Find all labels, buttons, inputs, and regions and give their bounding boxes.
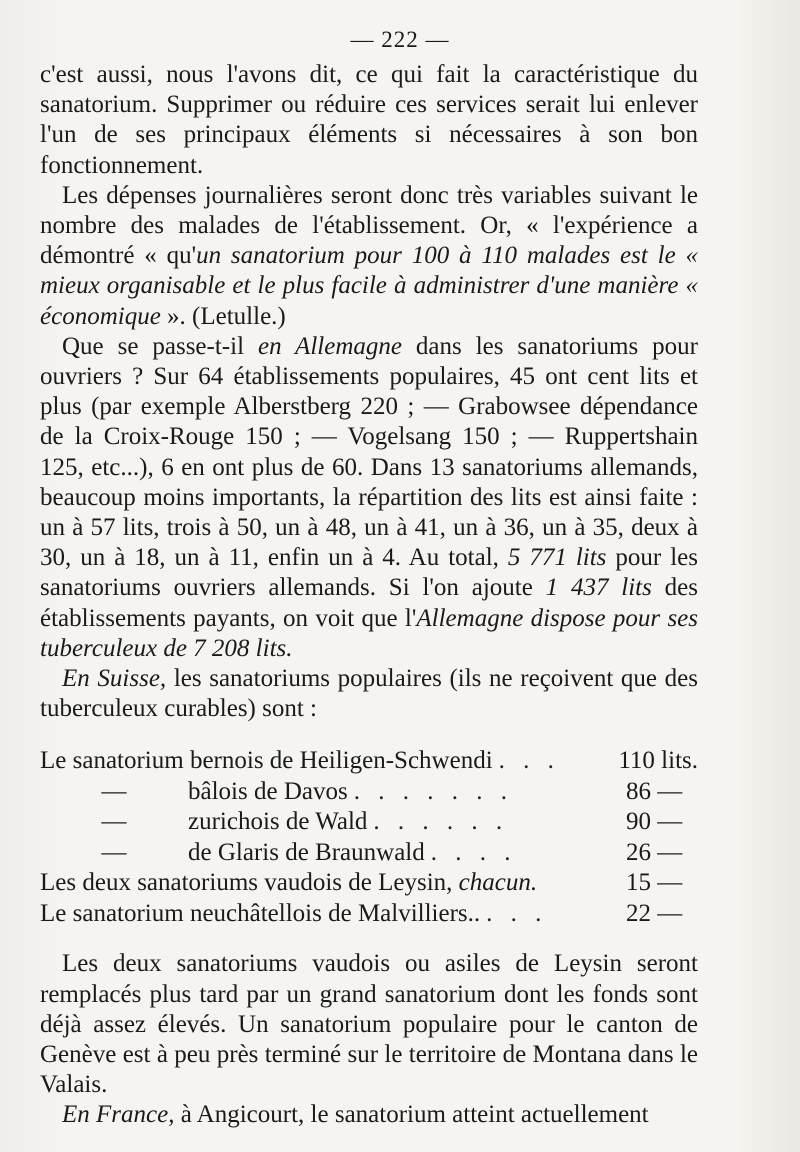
row-value: 110 lits. [618, 747, 698, 775]
row-leader-dots: . . . . . . [373, 808, 509, 836]
paragraph-3-text-g: des établissements payants, on voit que l' [40, 574, 698, 632]
paragraph-5: Les deux sanatoriums vaudois ou asiles de Leysin seront remplacés plus tard par un grand sanatorium dont les fonds sont déjà assez élevés. Un sanatorium populaire pour le canton de Genève est à peu près terminé sur le territoire de Montana dans le Valais. [40, 950, 698, 1099]
table-row [40, 868, 698, 899]
ditto-dash: — [101, 777, 127, 805]
paragraph-4 [40, 664, 698, 724]
ditto-dash: — [101, 808, 127, 836]
row-name: — de Glaris de Braunwald [40, 838, 425, 869]
row-leader-dots: . . . . [430, 838, 517, 866]
row-value: 22 — [626, 899, 683, 927]
paragraph-3-payants-lits: 1 437 lits [545, 574, 652, 602]
sanatorium-table [40, 746, 698, 929]
row-value: 26 — [626, 838, 683, 866]
row-leader-dots: . . . [486, 899, 548, 927]
paragraph-3-conclusion: Allemagne dispose pour ses tuberculeux de 7 208 lits. [40, 604, 698, 662]
row-name: — bâlois de Davos [40, 777, 348, 808]
paragraph-3-text-c: dans les sanatoriums pour ouvriers ? Sur 64 établissements populaires, 45 ont cent lits et plus (par exemple Alberstberg 220 ; — Grabowsee dépendance de la Croix-Rouge 150 ; — Vogelsang 150 ; — Ruppertshain 125, etc...), 6 en ont plus de 60. Dans 13 sanatoriums allemands, beaucoup moins importants, la répartition des lits est ainsi faite : un à 57 lits, trois à 50, un à 48, un à 41, un à 36, un à 35, deux à 30, un à 18, un à 11, enfin un à 4. Au total, [40, 332, 699, 572]
row-name: Les deux sanatoriums vaudois de Leysin, chacun. [40, 869, 538, 897]
row-name: Le sanatorium bernois de Heiligen-Schwendi [40, 747, 493, 775]
row-leader-dots: . . . . . . . [353, 777, 513, 805]
table-row [40, 777, 698, 808]
ditto-dash: — [101, 838, 127, 866]
paragraph-3-allemagne: en Allemagne [257, 332, 402, 360]
paragraph-2-text-c: ». (Letulle.) [160, 302, 286, 330]
table-row [40, 746, 698, 777]
paragraph-6 [40, 1100, 698, 1130]
paragraph-2 [40, 181, 698, 332]
paragraph-3-total-lits: 5 771 lits [507, 544, 607, 572]
paragraph-2-text-a: Les dépenses journalières seront donc très variables suivant le nombre des malades de l'établissement. Or, « l'expérience a démontré « qu' [40, 181, 698, 270]
row-name: — zurichois de Wald [40, 807, 367, 838]
paragraph-6-france: En France, [62, 1101, 175, 1129]
table-row [40, 899, 698, 930]
paragraph-1: c'est aussi, nous l'avons dit, ce qui fait la caractéristique du sanatorium. Supprimer ou réduire ces services serait lui enlever l'un de ses principaux éléments si nécessaires à son bon fonctionnement. [40, 61, 698, 179]
paragraph-6-text: à Angicourt, le sanatorium atteint actuellement [174, 1101, 649, 1129]
table-row [40, 838, 698, 869]
paragraph-3-text-e: pour les sanatoriums ouvriers allemands. Si l'on ajoute [40, 544, 698, 602]
row-name: Le sanatorium neuchâtellois de Malvilliers.. [40, 899, 481, 927]
page-number: — 222 — [350, 27, 450, 52]
table-row [40, 807, 698, 838]
row-value: 15 — [626, 869, 683, 897]
paragraph-2-quote: un sanatorium pour 100 à 110 malades est le « mieux organisable et le plus facile à administrer d'une manière « économique [40, 242, 699, 330]
page-body [40, 60, 698, 1131]
row-value: 86 — [626, 777, 683, 805]
paragraph-3-text-a: Que se passe-t-il [62, 332, 258, 360]
row-leader-dots: . . . [498, 747, 560, 775]
paragraph-3 [40, 332, 698, 664]
paragraph-4-suisse: En Suisse, [62, 665, 167, 693]
row-value: 90 — [626, 808, 683, 836]
paragraph-4-text: les sanatoriums populaires (ils ne reçoivent que des tuberculeux curables) sont : [40, 665, 698, 723]
